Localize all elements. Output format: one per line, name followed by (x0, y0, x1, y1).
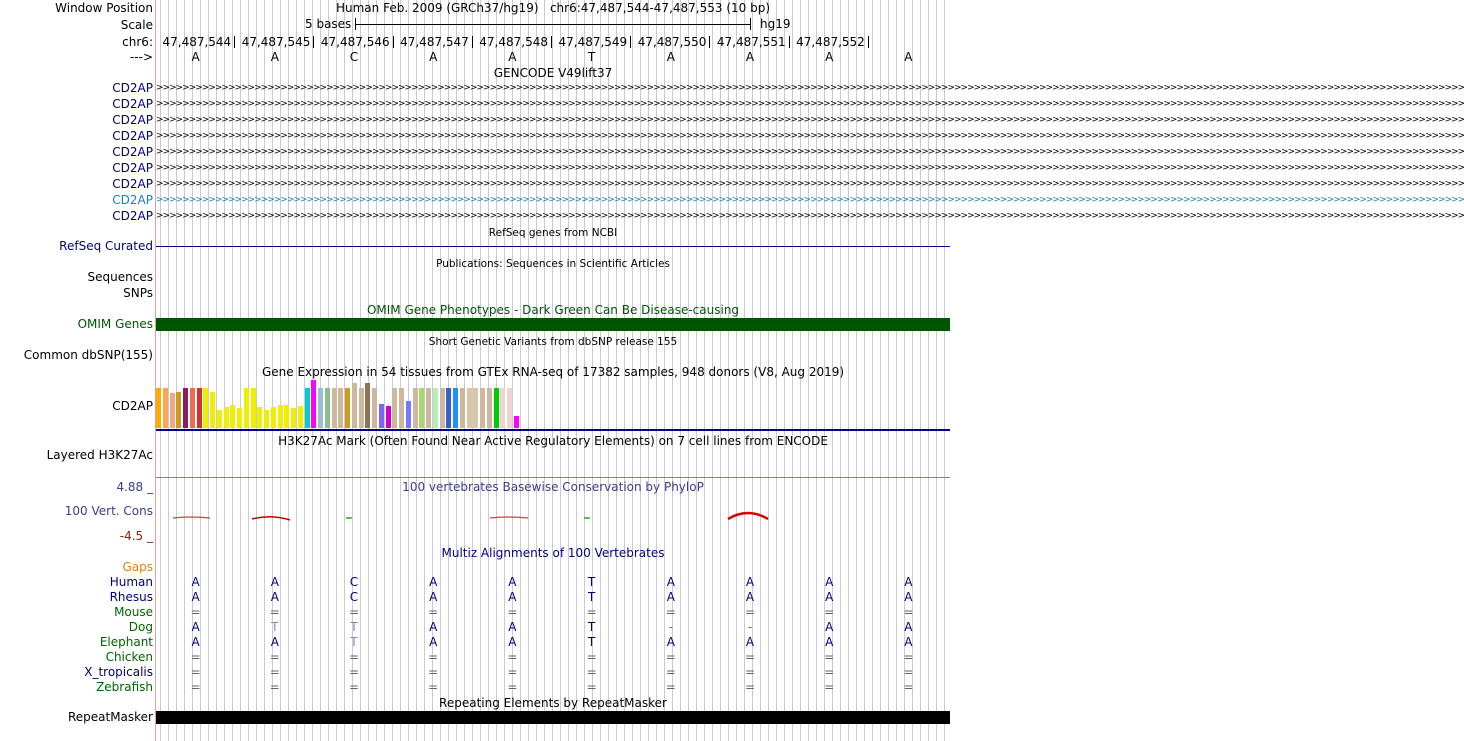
multiz-aligned-base: = (586, 680, 597, 694)
multiz-title: Multiz Alignments of 100 Vertebrates (441, 546, 665, 560)
gencode-gene-intron[interactable]: >>>>>>>>>>>>>>>>>>>>>>>>>>>>>>>>>>>>>>>>>>>>>>>>>>>>>>>>>>>>>>>>>>>>>>>>>>>>>>>>>>>>>>>>>>>>>>>>>>>>>>>>>>>>>>>>>>>>>>>>>>>>>>>>>>>>>>>>>>>>>>>>>>>>>>>>>>>>>>>>>>>>>>>>>>>>>>>>>>>>>>>>>>>>>>>>>>>>>>>> (156, 147, 1464, 157)
multiz-aligned-base: T (587, 590, 596, 604)
multiz-aligned-base: A (429, 620, 438, 634)
gtex-bar-chart[interactable] (156, 380, 950, 428)
gtex-tissue-bar[interactable] (264, 410, 269, 428)
gtex-tissue-bar[interactable] (487, 388, 492, 428)
multiz-aligned-base: A (429, 635, 438, 649)
multiz-aligned-base: = (348, 665, 360, 679)
multiz-aligned-base: T (587, 635, 596, 649)
grid-line (848, 0, 849, 741)
multiz-aligned-base: = (744, 650, 756, 664)
multiz-aligned-base: = (190, 680, 201, 694)
gtex-tissue-bar[interactable] (298, 406, 303, 428)
gtex-tissue-bar[interactable] (170, 393, 175, 428)
phylop-wiggle[interactable] (156, 505, 950, 525)
grid-line (944, 0, 945, 741)
gtex-tissue-bar[interactable] (163, 388, 168, 428)
multiz-aligned-base: A (429, 575, 438, 589)
publications-title: Publications: Sequences in Scientific Articles (436, 258, 670, 270)
gtex-tissue-bar[interactable] (365, 383, 370, 428)
multiz-aligned-base: A (904, 620, 913, 634)
multiz-aligned-base: = (744, 665, 756, 679)
multiz-aligned-base: = (190, 605, 201, 619)
scale-value: 5 bases (305, 17, 352, 31)
multiz-species-label[interactable]: Human (109, 575, 153, 589)
gtex-tissue-bar[interactable] (318, 388, 323, 428)
multiz-species-label[interactable]: Mouse (114, 605, 153, 619)
multiz-aligned-base: A (270, 575, 279, 589)
grid-line (872, 0, 873, 741)
scale-assembly: hg19 (760, 17, 791, 31)
gtex-tissue-bar[interactable] (446, 388, 451, 428)
multiz-aligned-base: A (825, 590, 834, 604)
gtex-tissue-bar[interactable] (379, 404, 384, 428)
multiz-aligned-base: - (747, 620, 753, 634)
omim-title: OMIM Gene Phenotypes - Dark Green Can Be Disease-causing (366, 303, 740, 317)
gtex-tissue-bar[interactable] (305, 388, 310, 428)
multiz-aligned-base: = (586, 650, 597, 664)
multiz-species-label[interactable]: Zebrafish (96, 680, 153, 694)
multiz-aligned-base: T (350, 635, 358, 649)
gtex-tissue-bar[interactable] (217, 410, 222, 428)
multiz-aligned-base: A (508, 590, 517, 604)
multiz-aligned-base: A (904, 590, 913, 604)
gencode-gene-intron[interactable]: >>>>>>>>>>>>>>>>>>>>>>>>>>>>>>>>>>>>>>>>>>>>>>>>>>>>>>>>>>>>>>>>>>>>>>>>>>>>>>>>>>>>>>>>>>>>>>>>>>>>>>>>>>>>>>>>>>>>>>>>>>>>>>>>>>>>>>>>>>>>>>>>>>>>>>>>>>>>>>>>>>>>>>>>>>>>>>>>>>>>>>>>>>>>>>>>>>>>>>>> (156, 163, 1464, 173)
ruler-tick (313, 36, 314, 48)
dbsnp-label[interactable]: Common dbSNP(155) (23, 348, 153, 362)
multiz-aligned-base: A (270, 590, 279, 604)
scale-bar (355, 24, 751, 25)
gtex-tissue-bar[interactable] (156, 388, 161, 428)
publications-snps-label[interactable]: SNPs (123, 286, 153, 300)
multiz-aligned-base: = (903, 605, 914, 619)
gtex-tissue-bar[interactable] (406, 401, 411, 428)
multiz-aligned-base: A (904, 575, 913, 589)
gencode-gene-label[interactable]: CD2AP (112, 113, 153, 127)
multiz-aligned-base: T (587, 575, 596, 589)
gtex-tissue-bar[interactable] (332, 388, 337, 428)
gtex-tissue-bar[interactable] (500, 388, 505, 428)
multiz-aligned-base: A (508, 575, 517, 589)
multiz-aligned-base: = (190, 650, 201, 664)
gencode-gene-label[interactable]: CD2AP (112, 209, 153, 223)
multiz-aligned-base: = (665, 665, 676, 679)
repeatmasker-label[interactable]: RepeatMasker (67, 710, 153, 724)
gencode-gene-intron[interactable]: >>>>>>>>>>>>>>>>>>>>>>>>>>>>>>>>>>>>>>>>>>>>>>>>>>>>>>>>>>>>>>>>>>>>>>>>>>>>>>>>>>>>>>>>>>>>>>>>>>>>>>>>>>>>>>>>>>>>>>>>>>>>>>>>>>>>>>>>>>>>>>>>>>>>>>>>>>>>>>>>>>>>>>>>>>>>>>>>>>>>>>>>>>>>>>>>>>>>>>>> (156, 83, 1464, 93)
ruler-position: 47,487,549 (558, 35, 628, 49)
strand-label: ---> (129, 50, 153, 64)
grid-line (256, 0, 257, 741)
multiz-aligned-base: - (668, 620, 673, 634)
gtex-tissue-bar[interactable] (224, 407, 229, 428)
grid-line (208, 0, 209, 741)
multiz-aligned-base: = (507, 680, 518, 694)
gencode-gene-intron[interactable]: >>>>>>>>>>>>>>>>>>>>>>>>>>>>>>>>>>>>>>>>>>>>>>>>>>>>>>>>>>>>>>>>>>>>>>>>>>>>>>>>>>>>>>>>>>>>>>>>>>>>>>>>>>>>>>>>>>>>>>>>>>>>>>>>>>>>>>>>>>>>>>>>>>>>>>>>>>>>>>>>>>>>>>>>>>>>>>>>>>>>>>>>>>>>>>>>>>>>>>>> (156, 99, 1464, 109)
multiz-aligned-base: = (744, 680, 756, 694)
grid-line (184, 0, 185, 741)
multiz-aligned-base: A (825, 635, 834, 649)
multiz-aligned-base: = (903, 680, 914, 694)
gtex-tissue-bar[interactable] (399, 388, 404, 428)
gtex-tissue-bar[interactable] (440, 388, 445, 428)
multiz-aligned-base: = (824, 605, 835, 619)
gencode-gene-label[interactable]: CD2AP (112, 177, 153, 191)
multiz-aligned-base: A (825, 575, 834, 589)
grid-line (896, 0, 897, 741)
multiz-aligned-base: = (744, 605, 756, 619)
grid-line (232, 0, 233, 741)
gencode-gene-intron[interactable]: >>>>>>>>>>>>>>>>>>>>>>>>>>>>>>>>>>>>>>>>>>>>>>>>>>>>>>>>>>>>>>>>>>>>>>>>>>>>>>>>>>>>>>>>>>>>>>>>>>>>>>>>>>>>>>>>>>>>>>>>>>>>>>>>>>>>>>>>>>>>>>>>>>>>>>>>>>>>>>>>>>>>>>>>>>>>>>>>>>>>>>>>>>>>>>>>>>>>>>>> (156, 211, 1464, 221)
grid-line (928, 0, 929, 741)
gtex-tissue-bar[interactable] (419, 388, 424, 428)
gtex-tissue-bar[interactable] (467, 388, 472, 428)
multiz-aligned-base: A (191, 575, 200, 589)
ruler-position: 47,487,547 (400, 35, 469, 49)
gtex-tissue-bar[interactable] (278, 405, 283, 428)
ruler-position: 47,487,551 (716, 35, 786, 49)
multiz-aligned-base: = (348, 605, 360, 619)
gencode-gene-label[interactable]: CD2AP (112, 161, 153, 175)
multiz-aligned-base: = (190, 665, 201, 679)
gtex-tissue-bar[interactable] (494, 388, 499, 428)
multiz-aligned-base: = (428, 605, 439, 619)
refseq-line[interactable] (156, 246, 950, 247)
ruler-position: 47,487,548 (479, 35, 548, 49)
gencode-gene-label[interactable]: CD2AP (112, 145, 153, 159)
gencode-gene-label[interactable]: CD2AP (112, 81, 153, 95)
multiz-aligned-base: = (428, 680, 439, 694)
multiz-aligned-base: A (191, 620, 200, 634)
multiz-gaps-label[interactable]: Gaps (122, 560, 153, 574)
multiz-aligned-base: = (586, 605, 597, 619)
grid-line (216, 0, 217, 741)
ruler-position: 47,487,552 (796, 35, 865, 49)
gtex-label[interactable]: CD2AP (112, 399, 153, 413)
gtex-tissue-bar[interactable] (271, 407, 276, 428)
multiz-aligned-base: A (270, 635, 279, 649)
gtex-tissue-bar[interactable] (480, 388, 485, 428)
gtex-tissue-bar[interactable] (413, 388, 418, 428)
ruler-tick (789, 36, 790, 48)
gtex-tissue-bar[interactable] (251, 388, 256, 428)
multiz-aligned-base: = (586, 665, 597, 679)
gtex-tissue-bar[interactable] (311, 380, 316, 428)
multiz-species-label[interactable]: Chicken (105, 650, 153, 664)
multiz-aligned-base: A (666, 575, 675, 589)
grid-line (160, 0, 161, 741)
multiz-aligned-base: C (349, 590, 359, 604)
gtex-tissue-bar[interactable] (514, 416, 519, 428)
gtex-tissue-bar[interactable] (460, 388, 465, 428)
multiz-species-label[interactable]: Rhesus (109, 590, 153, 604)
gtex-tissue-bar[interactable] (244, 388, 249, 428)
grid-line (224, 0, 225, 741)
gtex-baseline (156, 429, 950, 431)
gtex-tissue-bar[interactable] (433, 388, 438, 428)
reference-base: A (508, 50, 517, 64)
reference-base: T (587, 50, 596, 64)
gtex-tissue-bar[interactable] (197, 388, 202, 428)
gencode-gene-intron[interactable]: >>>>>>>>>>>>>>>>>>>>>>>>>>>>>>>>>>>>>>>>>>>>>>>>>>>>>>>>>>>>>>>>>>>>>>>>>>>>>>>>>>>>>>>>>>>>>>>>>>>>>>>>>>>>>>>>>>>>>>>>>>>>>>>>>>>>>>>>>>>>>>>>>>>>>>>>>>>>>>>>>>>>>>>>>>>>>>>>>>>>>>>>>>>>>>>>>>>>>>>> (156, 195, 1464, 205)
multiz-aligned-base: = (824, 650, 835, 664)
scale-label: Scale (120, 18, 153, 32)
multiz-aligned-base: = (507, 650, 518, 664)
multiz-aligned-base: = (269, 680, 280, 694)
gtex-tissue-bar[interactable] (210, 392, 215, 428)
reference-base: A (270, 50, 279, 64)
h3k27ac-title: H3K27Ac Mark (Often Found Near Active Regulatory Elements) on 7 cell lines from ENCODE (278, 434, 828, 448)
multiz-aligned-base: = (269, 665, 280, 679)
multiz-aligned-base: = (665, 605, 676, 619)
gencode-title: GENCODE V49lift37 (493, 66, 613, 80)
multiz-aligned-base: T (271, 620, 279, 634)
multiz-aligned-base: = (903, 665, 914, 679)
ruler-tick (551, 36, 552, 48)
refseq-title: RefSeq genes from NCBI (488, 227, 618, 239)
gtex-tissue-bar[interactable] (190, 388, 195, 428)
multiz-aligned-base: = (507, 605, 518, 619)
grid-line (248, 0, 249, 741)
chrom-label: chr6: (122, 35, 153, 49)
phylop-min-label: -4.5 _ (119, 529, 153, 543)
gtex-tissue-bar[interactable] (345, 388, 350, 428)
gencode-gene-intron[interactable]: >>>>>>>>>>>>>>>>>>>>>>>>>>>>>>>>>>>>>>>>>>>>>>>>>>>>>>>>>>>>>>>>>>>>>>>>>>>>>>>>>>>>>>>>>>>>>>>>>>>>>>>>>>>>>>>>>>>>>>>>>>>>>>>>>>>>>>>>>>>>>>>>>>>>>>>>>>>>>>>>>>>>>>>>>>>>>>>>>>>>>>>>>>>>>>>>>>>>>>>> (156, 131, 1464, 141)
gtex-tissue-bar[interactable] (372, 388, 377, 428)
grid-line (856, 0, 857, 741)
multiz-species-label[interactable]: Dog (128, 620, 153, 634)
grid-line (936, 0, 937, 741)
multiz-aligned-base: A (666, 590, 675, 604)
multiz-aligned-base: = (824, 680, 835, 694)
omim-label[interactable]: OMIM Genes (77, 317, 153, 331)
gtex-tissue-bar[interactable] (453, 388, 458, 428)
ruler-position: 47,487,545 (241, 35, 311, 49)
multiz-aligned-base: = (269, 650, 280, 664)
phylop-title: 100 vertebrates Basewise Conservation by PhyloP (402, 480, 704, 494)
dbsnp-title: Short Genetic Variants from dbSNP release 155 (428, 336, 678, 348)
gtex-tissue-bar[interactable] (507, 388, 512, 428)
gencode-gene-label[interactable]: CD2AP (112, 193, 153, 207)
ruler-position: 47,487,550 (637, 35, 707, 49)
multiz-aligned-base: = (903, 650, 914, 664)
multiz-aligned-base: = (665, 650, 676, 664)
multiz-aligned-base: = (824, 665, 835, 679)
gtex-tissue-bar[interactable] (359, 388, 364, 428)
multiz-species-label[interactable]: X_tropicalis (84, 665, 153, 679)
refseq-label[interactable]: RefSeq Curated (59, 239, 153, 253)
track-label-divider (155, 0, 156, 741)
multiz-aligned-base: T (587, 620, 596, 634)
gtex-tissue-bar[interactable] (426, 388, 431, 428)
grid-line (920, 0, 921, 741)
multiz-aligned-base: A (745, 635, 755, 649)
gtex-tissue-bar[interactable] (352, 383, 357, 428)
reference-base: A (825, 50, 834, 64)
multiz-aligned-base: A (508, 620, 517, 634)
omim-feature-bar[interactable] (156, 318, 950, 331)
ruler-tick (868, 36, 869, 48)
grid-line (240, 0, 241, 741)
multiz-aligned-base: A (191, 635, 200, 649)
multiz-aligned-base: A (825, 620, 834, 634)
ruler-position: 47,487,544 (162, 35, 232, 49)
window-position-label: Window Position (55, 1, 153, 15)
gtex-tissue-bar[interactable] (386, 406, 391, 428)
ruler-tick (234, 36, 235, 48)
ruler-tick (472, 36, 473, 48)
reference-base: A (745, 50, 755, 64)
reference-base: A (666, 50, 675, 64)
window-position-value[interactable]: Human Feb. 2009 (GRCh37/hg19) chr6:47,487,544-47,487,553 (10 bp) (335, 1, 771, 15)
gtex-tissue-bar[interactable] (284, 405, 289, 428)
gencode-gene-label[interactable]: CD2AP (112, 129, 153, 143)
multiz-aligned-base: C (349, 575, 359, 589)
multiz-aligned-base: A (904, 635, 913, 649)
ruler-position: 47,487,546 (320, 35, 390, 49)
gtex-tissue-bar[interactable] (176, 392, 181, 428)
reference-base: A (904, 50, 913, 64)
gtex-tissue-bar[interactable] (257, 407, 262, 428)
gtex-tissue-bar[interactable] (473, 388, 478, 428)
multiz-aligned-base: = (507, 665, 518, 679)
multiz-aligned-base: T (350, 620, 358, 634)
ruler-tick (393, 36, 394, 48)
grid-line (168, 0, 169, 741)
grid-line (888, 0, 889, 741)
ruler-tick (630, 36, 631, 48)
h3k27ac-baseline (156, 477, 950, 478)
multiz-aligned-base: = (428, 665, 439, 679)
reference-base: C (349, 50, 359, 64)
publications-sequences-label[interactable]: Sequences (87, 270, 153, 284)
phylop-max-label: 4.88 _ (116, 480, 153, 494)
gtex-tissue-bar[interactable] (392, 388, 397, 428)
gencode-gene-intron[interactable]: >>>>>>>>>>>>>>>>>>>>>>>>>>>>>>>>>>>>>>>>>>>>>>>>>>>>>>>>>>>>>>>>>>>>>>>>>>>>>>>>>>>>>>>>>>>>>>>>>>>>>>>>>>>>>>>>>>>>>>>>>>>>>>>>>>>>>>>>>>>>>>>>>>>>>>>>>>>>>>>>>>>>>>>>>>>>>>>>>>>>>>>>>>>>>>>>>>>>>>>> (156, 115, 1464, 125)
repeatmasker-bar[interactable] (156, 711, 950, 724)
gtex-title: Gene Expression in 54 tissues from GTEx RNA-seq of 17382 samples, 948 donors (V8, Aug 2019) (261, 365, 845, 379)
grid-line (880, 0, 881, 741)
multiz-aligned-base: = (428, 650, 439, 664)
phylop-label[interactable]: 100 Vert. Cons (64, 504, 153, 518)
gtex-tissue-bar[interactable] (325, 388, 330, 428)
multiz-aligned-base: = (269, 605, 280, 619)
gencode-gene-intron[interactable]: >>>>>>>>>>>>>>>>>>>>>>>>>>>>>>>>>>>>>>>>>>>>>>>>>>>>>>>>>>>>>>>>>>>>>>>>>>>>>>>>>>>>>>>>>>>>>>>>>>>>>>>>>>>>>>>>>>>>>>>>>>>>>>>>>>>>>>>>>>>>>>>>>>>>>>>>>>>>>>>>>>>>>>>>>>>>>>>>>>>>>>>>>>>>>>>>>>>>>>>> (156, 179, 1464, 189)
multiz-aligned-base: = (665, 680, 676, 694)
h3k27ac-label[interactable]: Layered H3K27Ac (46, 448, 153, 462)
gencode-gene-label[interactable]: CD2AP (112, 97, 153, 111)
gtex-tissue-bar[interactable] (338, 388, 343, 428)
reference-base: A (429, 50, 438, 64)
grid-line (176, 0, 177, 741)
ruler-tick (709, 36, 710, 48)
multiz-aligned-base: A (191, 590, 200, 604)
gtex-tissue-bar[interactable] (237, 408, 242, 428)
grid-line (864, 0, 865, 741)
reference-base: A (191, 50, 200, 64)
multiz-species-label[interactable]: Elephant (99, 635, 153, 649)
repeatmasker-title: Repeating Elements by RepeatMasker (439, 696, 667, 710)
gtex-tissue-bar[interactable] (183, 388, 188, 428)
multiz-aligned-base: A (745, 575, 755, 589)
gtex-tissue-bar[interactable] (203, 388, 208, 428)
multiz-aligned-base: = (348, 680, 360, 694)
gtex-tissue-bar[interactable] (230, 405, 235, 428)
multiz-aligned-base: A (666, 635, 675, 649)
multiz-aligned-base: = (348, 650, 360, 664)
grid-line (200, 0, 201, 741)
gtex-tissue-bar[interactable] (291, 408, 296, 428)
multiz-aligned-base: A (745, 590, 755, 604)
multiz-aligned-base: A (429, 590, 438, 604)
multiz-aligned-base: A (508, 635, 517, 649)
